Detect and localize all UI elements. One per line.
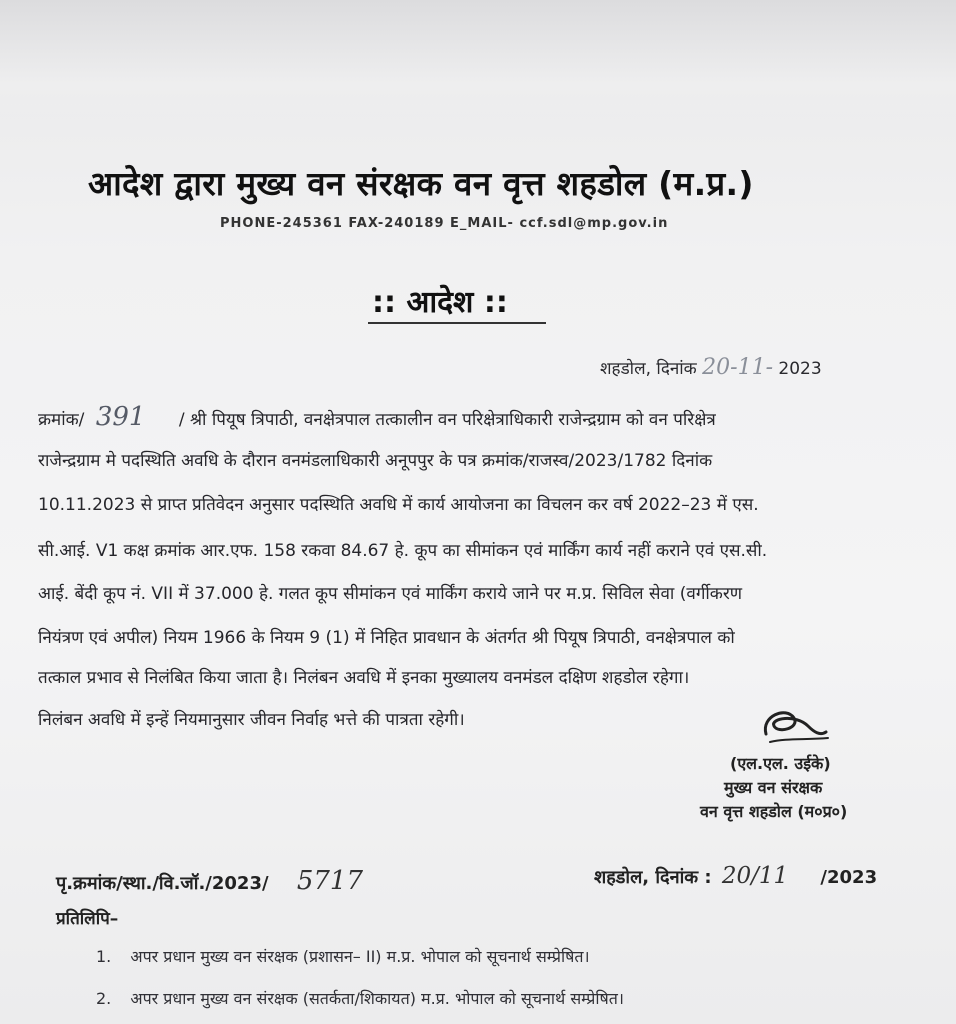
endorsement-date bbox=[594, 863, 877, 889]
contact-line: PHONE-245361 FAX-240189 E_MAIL- ccf.sdl@mp.gov.in bbox=[220, 216, 669, 231]
signatory-name: (एल.एल. उईके) bbox=[730, 754, 831, 773]
body-line-6: नियंत्रण एवं अपील) नियम 1966 के नियम 9 (1) में निहित प्रावधान के अंतर्गत श्री पियूष त्रिपाठी, वनक्षेत्रपाल को bbox=[38, 628, 735, 648]
copy-item-text: अपर प्रधान मुख्य वन संरक्षक (प्रशासन– II) म.प्र. भोपाल को सूचनार्थ सम्प्रेषित। bbox=[130, 947, 590, 966]
copy-item-1 bbox=[96, 945, 590, 967]
copy-item-number: 2. bbox=[96, 989, 112, 1008]
body-line-8: निलंबन अवधि में इन्हें नियमानुसार जीवन निर्वाह भत्ते की पात्रता रहेगी। bbox=[38, 710, 465, 730]
body-line-1 bbox=[38, 402, 716, 432]
order-underline bbox=[368, 322, 546, 324]
endorsement-date-year: /2023 bbox=[820, 867, 878, 888]
document-title: आदेश द्वारा मुख्य वन संरक्षक वन वृत्त शहडोल (म.प्र.) bbox=[88, 164, 754, 203]
signatory-office: वन वृत्त शहडोल (म०प्र०) bbox=[700, 802, 848, 821]
body-line-4: सी.आई. V1 कक्ष क्रमांक आर.एफ. 158 रकवा 84.67 हे. कूप का सीमांकन एवं मार्किंग कार्य नहीं कराने एवं एस.सी. bbox=[38, 541, 768, 561]
body-line-2: राजेन्द्रग्राम मे पदस्थिति अवधि के दौरान वनमंडलाधिकारी अनूपपुर के पत्र क्रमांक/राजस्व/2023/1782 दिनांक bbox=[38, 451, 713, 471]
endorsement-ref bbox=[56, 866, 363, 896]
endorsement-date-prefix: शहडोल, दिनांक : bbox=[594, 867, 712, 888]
top-shadow bbox=[0, 0, 956, 120]
copy-label: प्रतिलिपि– bbox=[56, 909, 119, 929]
place-date-prefix: शहडोल, दिनांक bbox=[600, 359, 697, 379]
signature-mark bbox=[756, 704, 836, 750]
handwritten-ref-number: 391 bbox=[95, 402, 146, 432]
reference-label: क्रमांक/ bbox=[38, 410, 85, 430]
handwritten-endorsement-date: 20/11 bbox=[721, 863, 789, 889]
copy-item-number: 1. bbox=[96, 947, 112, 966]
endorsement-ref-label: पृ.क्रमांक/स्था./वि.जॉ./2023/ bbox=[56, 873, 269, 894]
copy-item-2 bbox=[96, 987, 624, 1009]
order-heading: :: आदेश :: bbox=[372, 285, 508, 320]
body-line-7: तत्काल प्रभाव से निलंबित किया जाता है। निलंबन अवधि में इनका मुख्यालय वनमंडल दक्षिण शहडोल रहेगा। bbox=[38, 668, 690, 688]
body-line-3: 10.11.2023 से प्राप्त प्रतिवेदन अनुसार पदस्थिति अवधि में कार्य आयोजना का विचलन कर वर्ष 2022–23 में एस. bbox=[38, 495, 759, 515]
signatory-designation: मुख्य वन संरक्षक bbox=[724, 778, 823, 797]
place-date bbox=[600, 355, 822, 380]
handwritten-date: 20-11- bbox=[702, 355, 774, 380]
place-date-year: 2023 bbox=[778, 359, 822, 379]
body-text: / श्री पियूष त्रिपाठी, वनक्षेत्रपाल तत्कालीन वन परिक्षेत्राधिकारी राजेन्द्रग्राम को वन परिक्षेत्र bbox=[178, 410, 716, 430]
handwritten-endorsement-number: 5717 bbox=[296, 866, 363, 896]
copy-item-text: अपर प्रधान मुख्य वन संरक्षक (सतर्कता/शिकायत) म.प्र. भोपाल को सूचनार्थ सम्प्रेषित। bbox=[130, 989, 624, 1008]
body-line-5: आई. बेंदी कूप नं. VII में 37.000 हे. गलत कूप सीमांकन एवं मार्किंग कराये जाने पर म.प्र. सिविल सेवा (वर्गीकरण bbox=[38, 584, 743, 604]
